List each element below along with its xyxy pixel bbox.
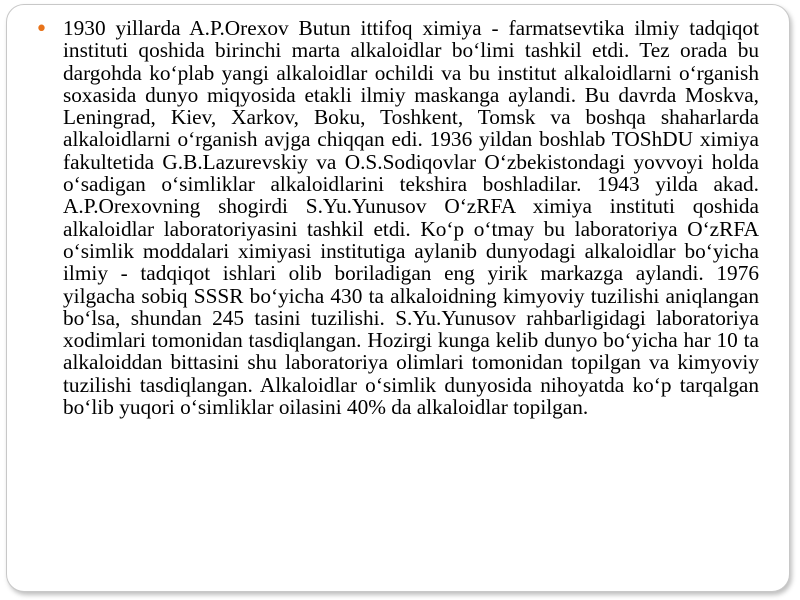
- bullet-icon: •: [35, 17, 48, 42]
- slide-frame: [6, 4, 790, 592]
- body-paragraph: 1930 yillarda A.P.Orexov Butun ittifoq ximiya - farmatsevtika ilmiy tadqiqot instituti qoshida birinchi marta alkaloidlar bo‘limi tashkil etdi. Tez orada bu dargohda ko‘plab yangi alkaloidlar ochildi va bu institut alkaloidlarni o‘rganish soxasida dunyo miqyosida etakli ilmiy maskanga aylandi. Bu davrda Moskva, Leningrad, Kiev, Xarkov, Boku, Toshkent, Tomsk va boshqa shaharlarda alkaloidlarni o‘rganish avjga chiqqan edi. 1936 yildan boshlab TOShDU ximiya fakultetida G.B.Lazurevskiy va O.S.Sodiqovlar O‘zbekistondagi yovvoyi holda o‘sadigan o‘simliklar alkaloidlarini tekshira boshladilar. 1943 yilda akad. A.P.Orexovning shogirdi S.Yu.Yunusov O‘zRFA ximiya instituti qoshida alkaloidlar laboratoriyasini tashkil etdi. Ko‘p o‘tmay bu laboratoriya O‘zRFA o‘simlik moddalari ximiyasi institutiga aylanib dunyodagi alkaloidlar bo‘yicha ilmiy - tadqiqot ishlari olib boriladigan eng yirik markazga aylandi. 1976 yilgacha sobiq SSSR bo‘yicha 430 ta alkaloidning kimyoviy tuzilishi aniqlangan bo‘lsa, shundan 245 tasini tuzilishi. S.Yu.Yunusov rahbarligidagi laboratoriya xodimlari tomonidan tasdiqlangan. Hozirgi kunga kelib dunyo bo‘yicha har 10 ta alkaloiddan bittasini shu laboratoriya olimlari tomonidan topilgan va kimyoviy tuzilishi tasdiqlangan. Alkaloidlar o‘simlik dunyosida nihoyatda ko‘p tarqalgan bo‘lib yuqori o‘simliklar oilasini 40% da alkaloidlar topilgan.: [63, 16, 759, 420]
- bullet-item: [35, 17, 759, 418]
